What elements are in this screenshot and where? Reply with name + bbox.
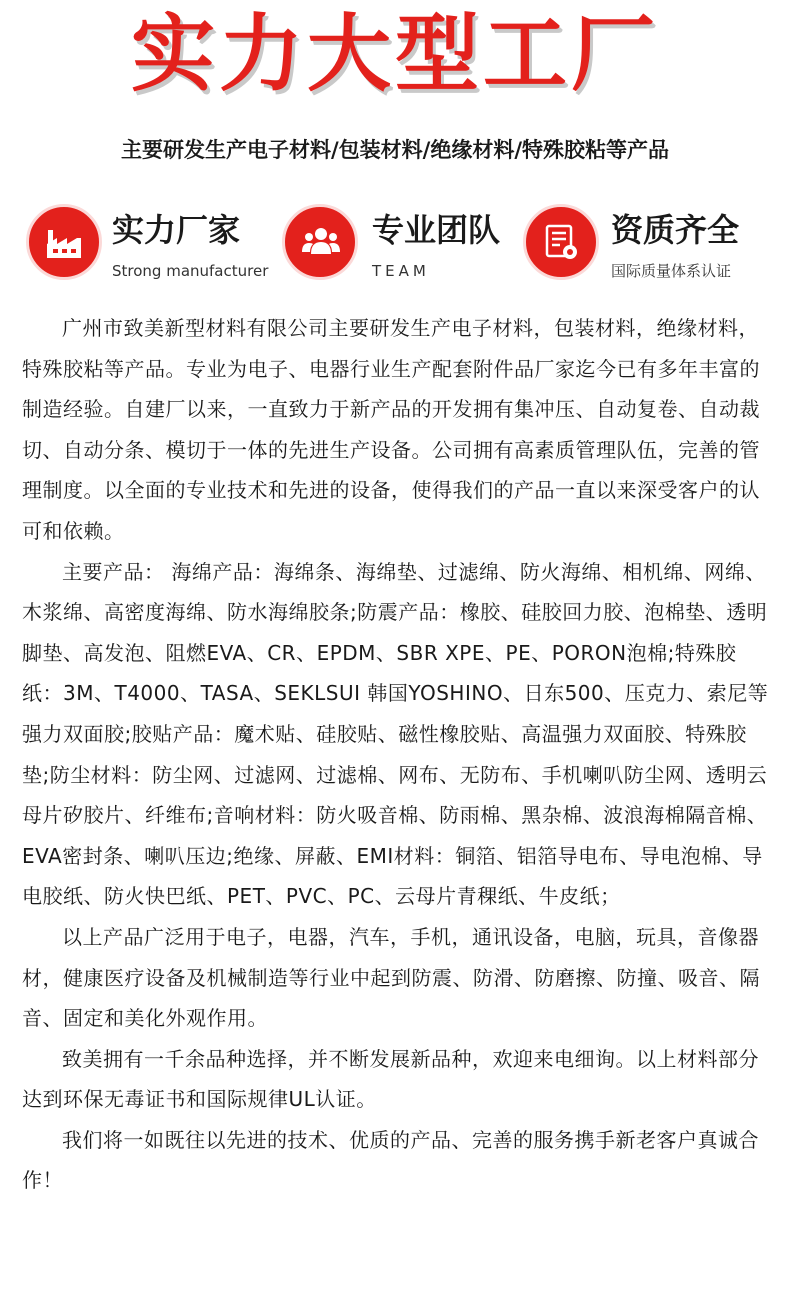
feature-title: 专业团队 xyxy=(372,211,501,249)
feature-subtitle: TEAM xyxy=(372,262,430,280)
certificate-icon xyxy=(523,204,599,280)
feature-subtitle: 国际质量体系认证 xyxy=(611,262,732,280)
feature-title: 实力厂家 xyxy=(112,211,241,249)
paragraph-closing: 我们将一如既往以先进的技术、优质的产品、完善的服务携手新老客户真诚合作！ xyxy=(22,1127,759,1193)
page-title: 实力大型工厂 xyxy=(130,5,659,103)
paragraph-applications: 以上产品广泛用于电子，电器，汽车，手机，通讯设备，电脑，玩具，音像器材，健康医疗设备及机械制造等行业中起到防震、防滑、防磨擦、防撞、吸音、隔音、固定和美化外观作用。 xyxy=(22,924,760,1031)
paragraph-certification: 致美拥有一千余品种选择，并不断发展新品种，欢迎来电细询。以上材料部分达到环保无毒证书和国际规律UL认证。 xyxy=(22,1046,759,1112)
company-description xyxy=(22,308,772,1201)
feature-title: 资质齐全 xyxy=(611,211,740,249)
team-icon xyxy=(282,204,358,280)
page-subtitle: 主要研发生产电子材料/包装材料/绝缘材料/特殊胶粘等产品 xyxy=(120,138,669,162)
paragraph-products: 主要产品： 海绵产品：海绵条、海绵垫、过滤绵、防火海绵、相机绵、网绵、木浆绵、高密度海绵、防水海绵胶条;防震产品：橡胶、硅胶回力胶、泡棉垫、透明脚垫、高发泡、阻燃EVA、CR、EPDM、SBR XPE、PE、PORON泡棉;特殊胶纸：3M、T4000、TASA、SEKLSUI 韩国YOSHINO、日东500、压克力、索尼等强力双面胶;胶贴产品：魔术贴、硅胶贴、磁性橡胶贴、高温强力双面胶、特殊胶垫;防尘材料：防尘网、过滤网、过滤棉、网布、无防布、手机喇叭防尘网、透明云母片矽胶片、纤维布;音响材料：防火吸音棉、防雨棉、黑杂棉、波浪海棉隔音棉、EVA密封条、喇叭压边;绝缘、屏蔽、EMI材料：铜箔、铝箔导电布、导电泡棉、导电胶纸、防火快巴纸、PET、PVC、PC、云母片青稞纸、牛皮纸； xyxy=(22,559,769,909)
paragraph-intro: 广州市致美新型材料有限公司主要研发生产电子材料，包装材料，绝缘材料，特殊胶粘等产品。专业为电子、电器行业生产配套附件品厂家迄今已有多年丰富的制造经验。自建厂以来，一直致力于新产品的开发拥有集冲压、自动复卷、自动裁切、自动分条、模切于一体的先进生产设备。公司拥有高素质管理队伍，完善的管理制度。以全面的专业技术和先进的设备，使得我们的产品一直以来深受客户的认可和依赖。 xyxy=(22,316,760,543)
factory-icon xyxy=(26,204,102,280)
feature-subtitle: Strong manufacturer xyxy=(112,262,269,280)
